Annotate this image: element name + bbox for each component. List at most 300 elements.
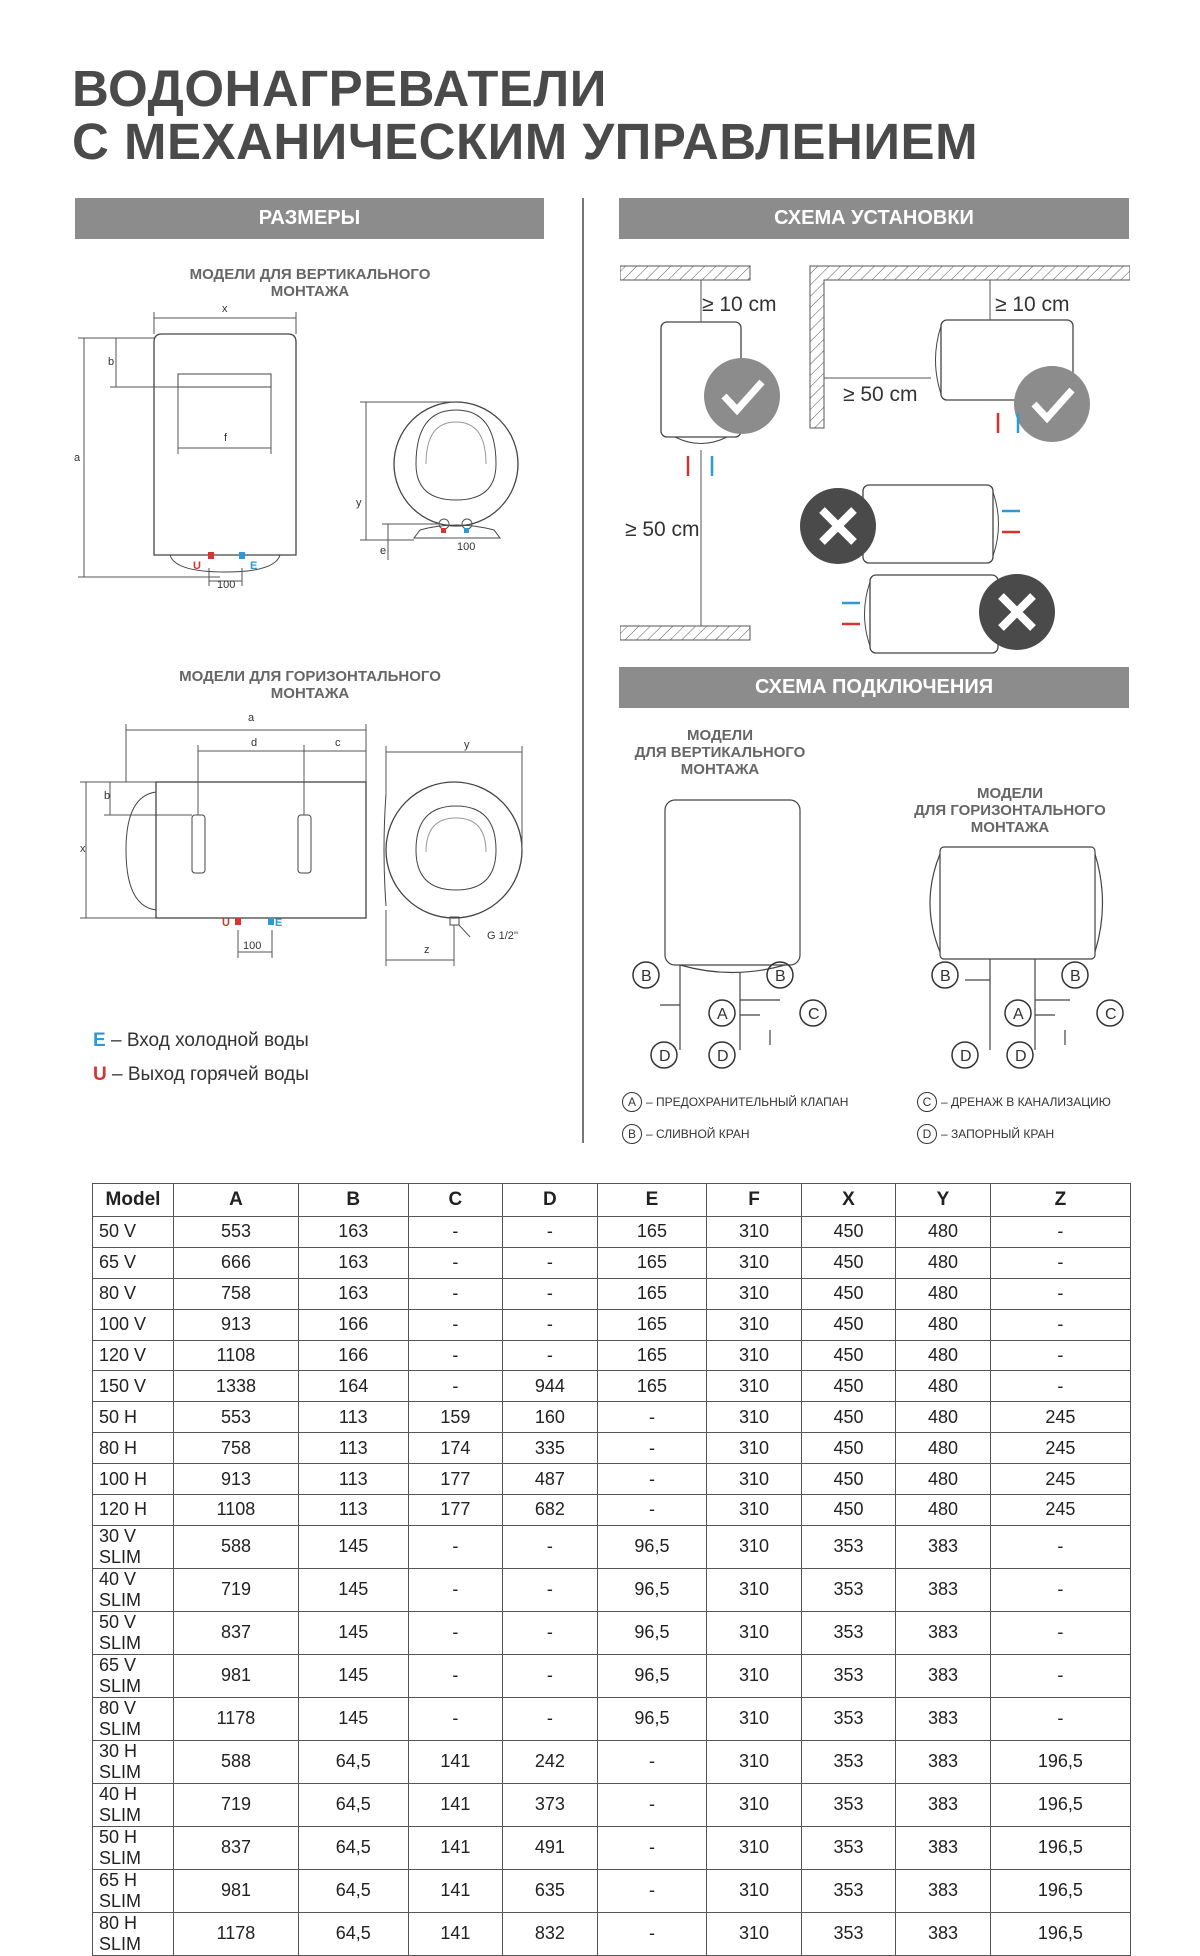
table-header-cell: C xyxy=(408,1184,502,1217)
hdim-label-x: x xyxy=(80,843,86,855)
svg-text:A: A xyxy=(1013,1006,1024,1023)
table-cell: 177 xyxy=(408,1464,502,1495)
hdim-label-d: d xyxy=(251,737,258,749)
connection-vertical-caption xyxy=(615,727,825,778)
install-scheme-drawing xyxy=(620,260,1130,660)
table-cell: - xyxy=(503,1278,597,1309)
table-cell: - xyxy=(408,1525,502,1568)
vertical-caption-line-2: МОНТАЖА xyxy=(270,283,350,300)
model-cell: 80 V SLIM xyxy=(93,1697,174,1740)
table-cell: - xyxy=(503,1654,597,1697)
table-cell: 165 xyxy=(597,1217,707,1248)
table-cell: 383 xyxy=(896,1912,990,1955)
hinlet-label-e: E xyxy=(275,917,283,929)
table-cell: 245 xyxy=(990,1433,1130,1464)
key-a-badge: A xyxy=(622,1092,642,1112)
table-cell: 64,5 xyxy=(298,1826,408,1869)
table-cell: 588 xyxy=(174,1740,299,1783)
table-cell: 1178 xyxy=(174,1912,299,1955)
hdim-label-a: a xyxy=(248,712,255,724)
table-cell: 310 xyxy=(707,1371,801,1402)
page-title xyxy=(72,62,978,168)
table-cell: 913 xyxy=(174,1464,299,1495)
table-cell: - xyxy=(408,1278,502,1309)
table-cell: 837 xyxy=(174,1611,299,1654)
table-cell: 450 xyxy=(801,1340,895,1371)
table-cell: 196,5 xyxy=(990,1783,1130,1826)
table-cell: 245 xyxy=(990,1495,1130,1526)
table-cell: 480 xyxy=(896,1309,990,1340)
table-cell: - xyxy=(503,1525,597,1568)
table-cell: 353 xyxy=(801,1740,895,1783)
table-cell: 165 xyxy=(597,1247,707,1278)
table-cell: - xyxy=(503,1217,597,1248)
key-b-badge: B xyxy=(622,1124,642,1144)
table-cell: 141 xyxy=(408,1783,502,1826)
model-cell: 120 V xyxy=(93,1340,174,1371)
table-header-cell: F xyxy=(707,1184,801,1217)
table-cell: - xyxy=(597,1912,707,1955)
table-row xyxy=(93,1402,1131,1433)
table-cell: 141 xyxy=(408,1869,502,1912)
table-row xyxy=(93,1740,1131,1783)
table-cell: 310 xyxy=(707,1433,801,1464)
table-cell: - xyxy=(503,1568,597,1611)
table-cell: - xyxy=(990,1309,1130,1340)
table-cell: 310 xyxy=(707,1217,801,1248)
table-cell: - xyxy=(408,1309,502,1340)
table-cell: 832 xyxy=(503,1912,597,1955)
table-cell: 310 xyxy=(707,1568,801,1611)
table-cell: 141 xyxy=(408,1740,502,1783)
table-header-row xyxy=(93,1184,1131,1217)
table-cell: 310 xyxy=(707,1247,801,1278)
table-cell: 373 xyxy=(503,1783,597,1826)
table-cell: 758 xyxy=(174,1278,299,1309)
model-cell: 50 H xyxy=(93,1402,174,1433)
table-cell: 166 xyxy=(298,1340,408,1371)
horizontal-caption-line-2: МОНТАЖА xyxy=(270,685,350,702)
table-header-cell: Y xyxy=(896,1184,990,1217)
table-cell: - xyxy=(597,1433,707,1464)
table-cell: - xyxy=(408,1654,502,1697)
model-cell: 50 H SLIM xyxy=(93,1826,174,1869)
install-top-gap-vertical: ≥ 10 cm xyxy=(702,293,777,316)
table-cell: 310 xyxy=(707,1783,801,1826)
table-cell: 450 xyxy=(801,1278,895,1309)
table-cell: 480 xyxy=(896,1402,990,1433)
table-cell: 196,5 xyxy=(990,1740,1130,1783)
table-cell: 177 xyxy=(408,1495,502,1526)
table-cell: 196,5 xyxy=(990,1912,1130,1955)
table-header-cell: Z xyxy=(990,1184,1130,1217)
table-cell: 113 xyxy=(298,1402,408,1433)
table-cell: - xyxy=(597,1402,707,1433)
model-cell: 65 V xyxy=(93,1247,174,1278)
section-connection-header: СХЕМА ПОДКЛЮЧЕНИЯ xyxy=(619,667,1129,708)
table-cell: - xyxy=(503,1611,597,1654)
model-cell: 50 V xyxy=(93,1217,174,1248)
table-cell: - xyxy=(408,1371,502,1402)
vertical-dimensions-drawing xyxy=(70,300,550,600)
table-cell: - xyxy=(408,1568,502,1611)
svg-text:D: D xyxy=(717,1048,729,1065)
table-cell: 310 xyxy=(707,1525,801,1568)
legend-cold-water xyxy=(93,1030,309,1052)
table-cell: 588 xyxy=(174,1525,299,1568)
table-cell: 160 xyxy=(503,1402,597,1433)
table-cell: 141 xyxy=(408,1826,502,1869)
table-cell: 383 xyxy=(896,1611,990,1654)
install-top-gap-horizontal: ≥ 10 cm xyxy=(995,293,1070,316)
table-cell: 310 xyxy=(707,1912,801,1955)
table-cell: 383 xyxy=(896,1869,990,1912)
conn-vertical-caption-line-1: МОДЕЛИ xyxy=(687,727,753,744)
dim-label-100: 100 xyxy=(217,579,236,591)
model-cell: 150 V xyxy=(93,1371,174,1402)
table-cell: - xyxy=(990,1611,1130,1654)
table-cell: - xyxy=(990,1217,1130,1248)
model-cell: 65 H SLIM xyxy=(93,1869,174,1912)
table-cell: 635 xyxy=(503,1869,597,1912)
table-cell: 480 xyxy=(896,1217,990,1248)
table-cell: - xyxy=(597,1783,707,1826)
table-cell: 242 xyxy=(503,1740,597,1783)
table-cell: - xyxy=(990,1371,1130,1402)
hdim-label-b: b xyxy=(104,790,111,802)
table-header-cell: A xyxy=(174,1184,299,1217)
table-cell: 310 xyxy=(707,1495,801,1526)
title-line-2: С МЕХАНИЧЕСКИМ УПРАВЛЕНИЕМ xyxy=(72,113,979,170)
conn-horizontal-caption-line-2: ДЛЯ ГОРИЗОНТАЛЬНОГО xyxy=(914,802,1106,819)
table-row xyxy=(93,1217,1131,1248)
table-cell: - xyxy=(597,1869,707,1912)
table-cell: 96,5 xyxy=(597,1525,707,1568)
table-cell: 310 xyxy=(707,1402,801,1433)
column-divider xyxy=(582,198,584,1143)
table-cell: 682 xyxy=(503,1495,597,1526)
model-cell: 100 H xyxy=(93,1464,174,1495)
table-cell: - xyxy=(990,1697,1130,1740)
table-cell: 174 xyxy=(408,1433,502,1464)
table-cell: 353 xyxy=(801,1697,895,1740)
table-cell: - xyxy=(990,1525,1130,1568)
svg-text:C: C xyxy=(808,1006,820,1023)
table-cell: 165 xyxy=(597,1340,707,1371)
horizontal-caption-line-1: МОДЕЛИ ДЛЯ ГОРИЗОНТАЛЬНОГО xyxy=(179,668,441,685)
table-cell: 758 xyxy=(174,1433,299,1464)
table-cell: 1178 xyxy=(174,1697,299,1740)
table-cell: 165 xyxy=(597,1371,707,1402)
table-cell: 719 xyxy=(174,1568,299,1611)
legend-hot-water xyxy=(93,1064,309,1086)
table-cell: 310 xyxy=(707,1464,801,1495)
table-cell: 145 xyxy=(298,1525,408,1568)
dim-label-x: x xyxy=(222,303,228,315)
model-cell: 100 V xyxy=(93,1309,174,1340)
conn-vertical-caption-line-2: ДЛЯ ВЕРТИКАЛЬНОГО xyxy=(634,744,806,761)
table-cell: 310 xyxy=(707,1697,801,1740)
table-cell: - xyxy=(408,1611,502,1654)
table-cell: 480 xyxy=(896,1247,990,1278)
table-cell: 64,5 xyxy=(298,1869,408,1912)
table-cell: 383 xyxy=(896,1525,990,1568)
table-cell: - xyxy=(408,1217,502,1248)
svg-text:D: D xyxy=(960,1048,972,1065)
table-cell: 353 xyxy=(801,1783,895,1826)
svg-text:B: B xyxy=(775,968,786,985)
table-cell: - xyxy=(990,1568,1130,1611)
table-cell: 666 xyxy=(174,1247,299,1278)
model-cell: 80 V xyxy=(93,1278,174,1309)
table-cell: 145 xyxy=(298,1654,408,1697)
table-cell: - xyxy=(408,1697,502,1740)
horizontal-dimensions-drawing xyxy=(70,712,550,972)
vertical-caption-line-1: МОДЕЛИ ДЛЯ ВЕРТИКАЛЬНОГО xyxy=(189,266,431,283)
table-cell: - xyxy=(503,1309,597,1340)
svg-text:A: A xyxy=(717,1006,728,1023)
dim-label-f: f xyxy=(224,432,228,444)
table-row xyxy=(93,1464,1131,1495)
table-cell: - xyxy=(990,1654,1130,1697)
svg-text:D: D xyxy=(1015,1048,1027,1065)
install-bottom-gap: ≥ 50 cm xyxy=(625,518,700,541)
table-header-cell: D xyxy=(503,1184,597,1217)
svg-text:B: B xyxy=(1070,968,1081,985)
horizontal-models-caption xyxy=(130,668,490,702)
dim-label-100-side: 100 xyxy=(457,541,476,553)
table-cell: 166 xyxy=(298,1309,408,1340)
table-row xyxy=(93,1697,1131,1740)
table-cell: 491 xyxy=(503,1826,597,1869)
section-install-header: СХЕМА УСТАНОВКИ xyxy=(619,198,1129,239)
key-shutoff-valve xyxy=(917,1124,1054,1144)
outlet-label-u: U xyxy=(193,560,201,572)
table-cell: 196,5 xyxy=(990,1869,1130,1912)
table-cell: 113 xyxy=(298,1495,408,1526)
key-b-text: – СЛИВНОЙ КРАН xyxy=(646,1127,750,1141)
table-cell: 383 xyxy=(896,1568,990,1611)
table-cell: 1338 xyxy=(174,1371,299,1402)
table-cell: 165 xyxy=(597,1309,707,1340)
table-cell: 141 xyxy=(408,1912,502,1955)
specifications-table xyxy=(92,1183,1131,1956)
table-cell: 913 xyxy=(174,1309,299,1340)
install-side-gap: ≥ 50 cm xyxy=(843,383,918,406)
table-cell: - xyxy=(990,1278,1130,1309)
conn-vertical-caption-line-3: МОНТАЖА xyxy=(680,761,760,778)
table-cell: 480 xyxy=(896,1433,990,1464)
legend-e-text: – Вход холодной воды xyxy=(110,1030,309,1051)
table-cell: 145 xyxy=(298,1697,408,1740)
table-cell: - xyxy=(503,1247,597,1278)
hdim-label-z: z xyxy=(424,944,430,956)
table-cell: 353 xyxy=(801,1611,895,1654)
table-cell: - xyxy=(408,1340,502,1371)
table-cell: 450 xyxy=(801,1433,895,1464)
table-cell: 196,5 xyxy=(990,1826,1130,1869)
table-cell: 164 xyxy=(298,1371,408,1402)
legend-u-text: – Выход горячей воды xyxy=(112,1064,309,1085)
table-cell: 719 xyxy=(174,1783,299,1826)
table-cell: 353 xyxy=(801,1568,895,1611)
key-safety-valve xyxy=(622,1092,848,1112)
table-cell: - xyxy=(597,1740,707,1783)
model-cell: 120 H xyxy=(93,1495,174,1526)
table-cell: 837 xyxy=(174,1826,299,1869)
model-cell: 65 V SLIM xyxy=(93,1654,174,1697)
model-cell: 80 H SLIM xyxy=(93,1912,174,1955)
table-cell: 113 xyxy=(298,1433,408,1464)
dim-label-a: a xyxy=(74,452,81,464)
key-d-badge: D xyxy=(917,1124,937,1144)
table-cell: 450 xyxy=(801,1371,895,1402)
table-cell: 353 xyxy=(801,1654,895,1697)
hdim-label-g: G 1/2'' xyxy=(487,930,519,942)
table-row xyxy=(93,1869,1131,1912)
table-row xyxy=(93,1654,1131,1697)
table-cell: 310 xyxy=(707,1740,801,1783)
connection-scheme-drawing xyxy=(620,790,1130,1080)
table-cell: 145 xyxy=(298,1611,408,1654)
table-cell: 553 xyxy=(174,1402,299,1433)
model-cell: 80 H xyxy=(93,1433,174,1464)
model-cell: 40 H SLIM xyxy=(93,1783,174,1826)
table-row xyxy=(93,1309,1131,1340)
table-cell: 1108 xyxy=(174,1340,299,1371)
table-cell: 450 xyxy=(801,1464,895,1495)
table-row xyxy=(93,1611,1131,1654)
model-cell: 30 V SLIM xyxy=(93,1525,174,1568)
table-cell: 163 xyxy=(298,1247,408,1278)
table-row xyxy=(93,1783,1131,1826)
model-cell: 30 H SLIM xyxy=(93,1740,174,1783)
section-dimensions-header: РАЗМЕРЫ xyxy=(75,198,544,239)
table-header-cell: Model xyxy=(93,1184,174,1217)
table-cell: 165 xyxy=(597,1278,707,1309)
table-cell: 450 xyxy=(801,1402,895,1433)
table-cell: 245 xyxy=(990,1402,1130,1433)
table-row xyxy=(93,1912,1131,1955)
table-cell: 383 xyxy=(896,1654,990,1697)
table-header-cell: X xyxy=(801,1184,895,1217)
hdim-label-100: 100 xyxy=(243,940,262,952)
model-cell: 50 V SLIM xyxy=(93,1611,174,1654)
table-row xyxy=(93,1247,1131,1278)
table-cell: 450 xyxy=(801,1247,895,1278)
table-cell: - xyxy=(503,1697,597,1740)
table-cell: 480 xyxy=(896,1278,990,1309)
table-cell: 310 xyxy=(707,1654,801,1697)
table-cell: 353 xyxy=(801,1869,895,1912)
table-cell: 981 xyxy=(174,1654,299,1697)
table-cell: 487 xyxy=(503,1464,597,1495)
key-a-text: – ПРЕДОХРАНИТЕЛЬНЫЙ КЛАПАН xyxy=(646,1095,849,1109)
table-cell: 981 xyxy=(174,1869,299,1912)
conn-horizontal-caption-line-1: МОДЕЛИ xyxy=(977,785,1043,802)
table-cell: 245 xyxy=(990,1464,1130,1495)
svg-text:D: D xyxy=(659,1048,671,1065)
table-cell: 480 xyxy=(896,1371,990,1402)
table-cell: 353 xyxy=(801,1525,895,1568)
table-cell: 944 xyxy=(503,1371,597,1402)
table-cell: 383 xyxy=(896,1783,990,1826)
table-cell: 310 xyxy=(707,1869,801,1912)
conn-horizontal-caption-line-3: МОНТАЖА xyxy=(970,819,1050,836)
table-header-cell: E xyxy=(597,1184,707,1217)
table-cell: 96,5 xyxy=(597,1568,707,1611)
svg-text:B: B xyxy=(641,968,652,985)
table-row xyxy=(93,1340,1131,1371)
table-cell: 163 xyxy=(298,1278,408,1309)
table-cell: - xyxy=(990,1340,1130,1371)
table-cell: 383 xyxy=(896,1697,990,1740)
table-cell: 450 xyxy=(801,1309,895,1340)
table-cell: - xyxy=(597,1495,707,1526)
table-cell: 113 xyxy=(298,1464,408,1495)
table-cell: 450 xyxy=(801,1495,895,1526)
key-d-text: – ЗАПОРНЫЙ КРАН xyxy=(941,1127,1055,1141)
table-cell: 145 xyxy=(298,1568,408,1611)
svg-text:B: B xyxy=(940,968,951,985)
table-cell: 96,5 xyxy=(597,1654,707,1697)
table-header-cell: B xyxy=(298,1184,408,1217)
table-cell: 383 xyxy=(896,1826,990,1869)
model-cell: 40 V SLIM xyxy=(93,1568,174,1611)
table-cell: - xyxy=(597,1464,707,1495)
table-cell: 64,5 xyxy=(298,1783,408,1826)
table-cell: 64,5 xyxy=(298,1740,408,1783)
key-drainage xyxy=(917,1092,1111,1112)
table-cell: - xyxy=(503,1340,597,1371)
inlet-label-e: E xyxy=(250,560,258,572)
table-cell: 310 xyxy=(707,1340,801,1371)
table-cell: 353 xyxy=(801,1912,895,1955)
table-row xyxy=(93,1568,1131,1611)
table-cell: - xyxy=(408,1247,502,1278)
legend-u-letter: U xyxy=(93,1064,107,1085)
table-cell: 163 xyxy=(298,1217,408,1248)
table-cell: 96,5 xyxy=(597,1611,707,1654)
table-row xyxy=(93,1433,1131,1464)
dim-label-e: e xyxy=(380,545,387,557)
table-cell: - xyxy=(597,1826,707,1869)
svg-text:C: C xyxy=(1105,1006,1117,1023)
title-line-1: ВОДОНАГРЕВАТЕЛИ xyxy=(72,60,607,117)
table-cell: 310 xyxy=(707,1309,801,1340)
table-cell: 310 xyxy=(707,1611,801,1654)
houtlet-label-u: U xyxy=(222,917,230,929)
table-cell: 64,5 xyxy=(298,1912,408,1955)
table-cell: 553 xyxy=(174,1217,299,1248)
table-cell: 480 xyxy=(896,1340,990,1371)
table-cell: 1108 xyxy=(174,1495,299,1526)
key-c-badge: C xyxy=(917,1092,937,1112)
table-body xyxy=(93,1217,1131,1956)
table-row xyxy=(93,1371,1131,1402)
key-c-text: – ДРЕНАЖ В КАНАЛИЗАЦИЮ xyxy=(941,1095,1111,1109)
table-cell: 310 xyxy=(707,1826,801,1869)
table-cell: 310 xyxy=(707,1278,801,1309)
table-cell: 96,5 xyxy=(597,1697,707,1740)
table-cell: 480 xyxy=(896,1495,990,1526)
table-row xyxy=(93,1278,1131,1309)
table-cell: 480 xyxy=(896,1464,990,1495)
table-row xyxy=(93,1826,1131,1869)
table-row xyxy=(93,1495,1131,1526)
table-cell: 159 xyxy=(408,1402,502,1433)
dim-label-y: y xyxy=(356,497,362,509)
